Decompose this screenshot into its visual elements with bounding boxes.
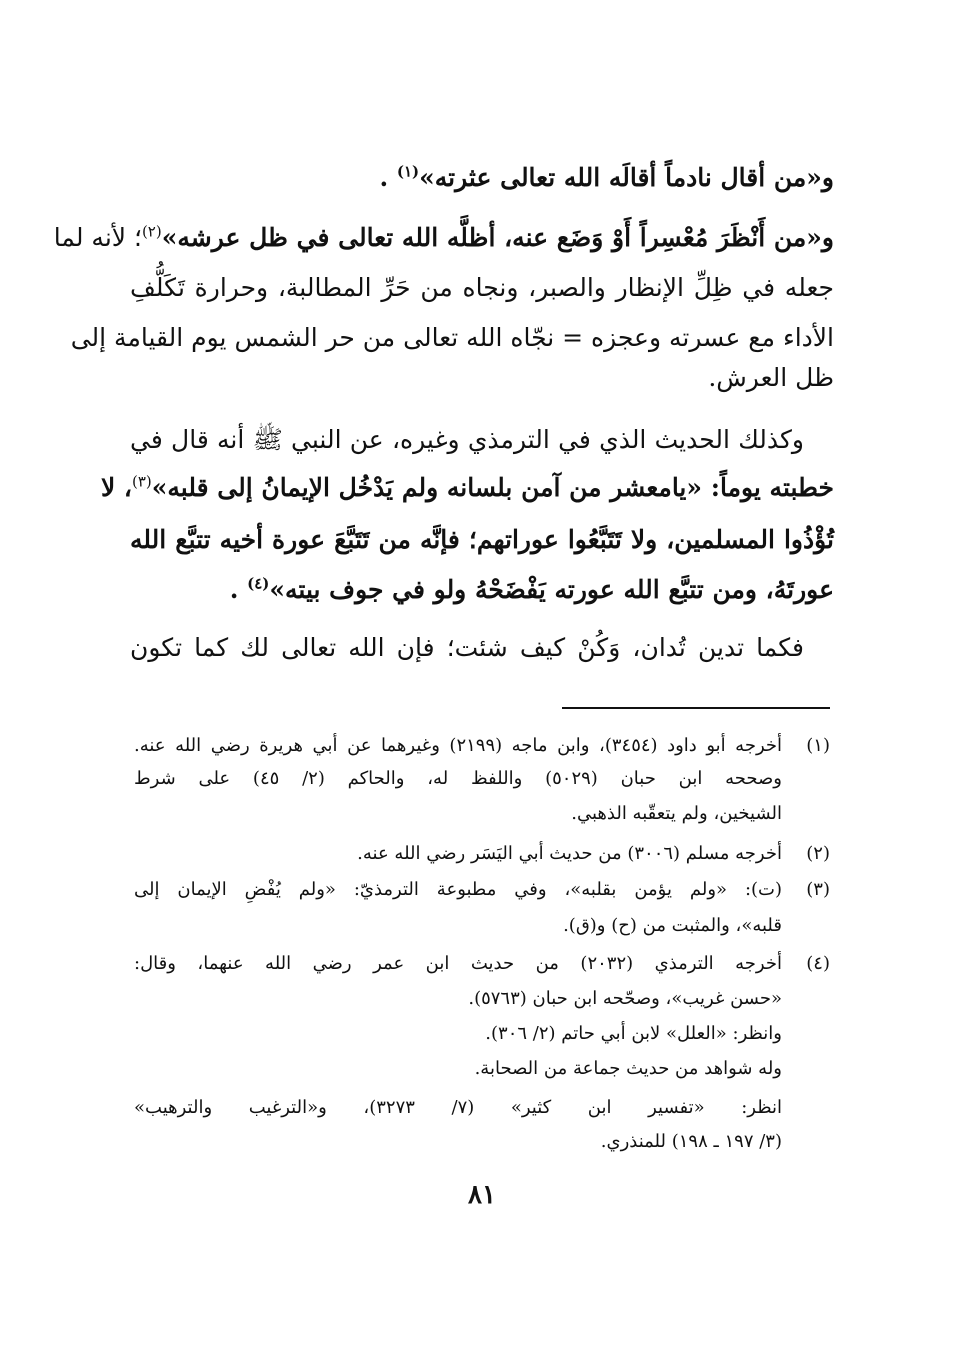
footnote-4-line-3 (134, 1020, 830, 1048)
text-line-4: الأداء مع عسرته وعجزه = نجّاه الله تعالى من حر الشمس يوم القيامة إلى (70, 323, 834, 352)
footnote-1-line-3 (134, 800, 830, 828)
footnote-1-number: (١) (806, 735, 830, 756)
text-line-8: تُؤْذُوا المسلمين، ولا تَتَبَّعُوا عوراتهم؛ فإنَّه من تَتَبَّعَ عورة أخيه تتبَّع الله (130, 525, 834, 554)
footnote-2-number: (٢) (806, 843, 830, 864)
footnote-4-text-6: (٣/ ١٩٧ ـ ١٩٨) للمنذري. (600, 1131, 782, 1152)
footnote-4-text-5: انظر: «تفسير ابن كثير» (٧/ ٣٢٧٣)، و«الترغيب والترهيب» (134, 1097, 782, 1118)
footnote-3-line-1 (134, 876, 830, 904)
footnote-3-line-2 (134, 912, 830, 940)
footnote-4-line-4 (134, 1055, 830, 1083)
footnote-1-text-3: الشيخين، ولم يتعقّبه الذهبي. (571, 803, 782, 824)
text-line-3: جعله في ظِلِّ الإنظار والصبر، ونجاه من حَرِّ المطالبة، وحرارة تَكَلُّفِ (130, 273, 834, 302)
footnote-4-line-5 (134, 1094, 830, 1122)
text-line-9-a: عورتَهُ، ومن تتبَّع الله عورته يَفْضَحْهُ ولو في جوف بيته» (269, 575, 834, 604)
footnote-3-text-2: قلبه»، والمثبت من (ح) و(ق). (563, 915, 782, 936)
footnote-4-line-1 (134, 950, 830, 978)
footnote-4-text: أخرجه الترمذي (٢٠٣٢) من حديث ابن عمر رضي الله عنهما، وقال: (134, 953, 782, 974)
footnote-ref-2: (٢) (141, 222, 162, 241)
text-line-9-b: . (229, 575, 248, 604)
footnote-ref-4: (٤) (247, 574, 270, 593)
footnote-ref-1: (١) (396, 162, 420, 181)
footnote-4-text-3: وانظر: «العلل» لابن أبي حاتم (٢/ ٣٠٦). (485, 1023, 782, 1044)
text-line-2 (53, 218, 834, 258)
text-line-7 (100, 468, 834, 508)
footnote-3-number: (٣) (806, 879, 830, 900)
text-line-7-a: خطبته يوماً: «يامعشر من آمن بلسانه ولم يَدْخُل الإيمانُ إلى قلبه» (151, 473, 834, 502)
footnote-4-line-2 (134, 985, 830, 1013)
text-line-10: فكما تدين تُدان، وَكُنْ كيف شئت؛ فإن الله تعالى لك كما تكون (130, 633, 804, 662)
footnote-2-line-1 (134, 840, 830, 868)
footnote-separator (562, 707, 830, 709)
text-line-9 (230, 570, 834, 610)
text-line-2-a: و«من أَنْظَرَ مُعْسِراً أَوْ وَضَع عنه، أظلَّه الله تعالى في ظل عرشه» (161, 223, 834, 252)
footnote-4-line-6 (134, 1128, 830, 1156)
text-line-1 (379, 158, 834, 198)
footnote-4-text-2: «حسن غريب»، وصحّحه ابن حبان (٥٧٦٣). (468, 988, 782, 1009)
footnote-1-line-1 (134, 732, 830, 760)
footnote-ref-3: (٣) (131, 472, 152, 491)
footnote-3-text: (ت): «ولم يؤمن بقلبه»، وفي مطبوعة الترمذيّ: «ولم يُفْضِ الإيمان إلى (134, 879, 782, 900)
text-line-2-b: ؛ لأنه لما (53, 223, 142, 252)
page-number: ٨١ (468, 1180, 496, 1210)
footnote-4-text-4: وله شواهد من حديث جماعة من الصحابة. (474, 1058, 782, 1079)
text-line-7-b: ، لا (100, 473, 132, 502)
text-line-6: وكذلك الحديث الذي في الترمذي وغيره، عن النبي ﷺ أنه قال في (130, 425, 804, 454)
footnote-1-line-2 (134, 765, 830, 793)
footnote-1-text-2: وصححه ابن حبان (٥٠٢٩) واللفظ له، والحاكم (٢/ ٤٥) على شرط (134, 768, 782, 789)
footnote-2-text: أخرجه مسلم (٣٠٠٦) من حديث أبي اليَسَر رضي الله عنه. (357, 843, 782, 864)
text-line-5: ظل العرش. (708, 363, 834, 392)
text-line-1-a: و«من أقال نادماً أقالَه الله تعالى عثرته» (419, 163, 834, 192)
footnote-4-number: (٤) (806, 953, 830, 974)
text-line-1-b: . (379, 163, 397, 192)
footnote-1-text: أخرجه أبو داود (٣٤٥٤)، وابن ماجه (٢١٩٩) وغيرهما عن أبي هريرة رضي الله عنه. (134, 735, 783, 756)
